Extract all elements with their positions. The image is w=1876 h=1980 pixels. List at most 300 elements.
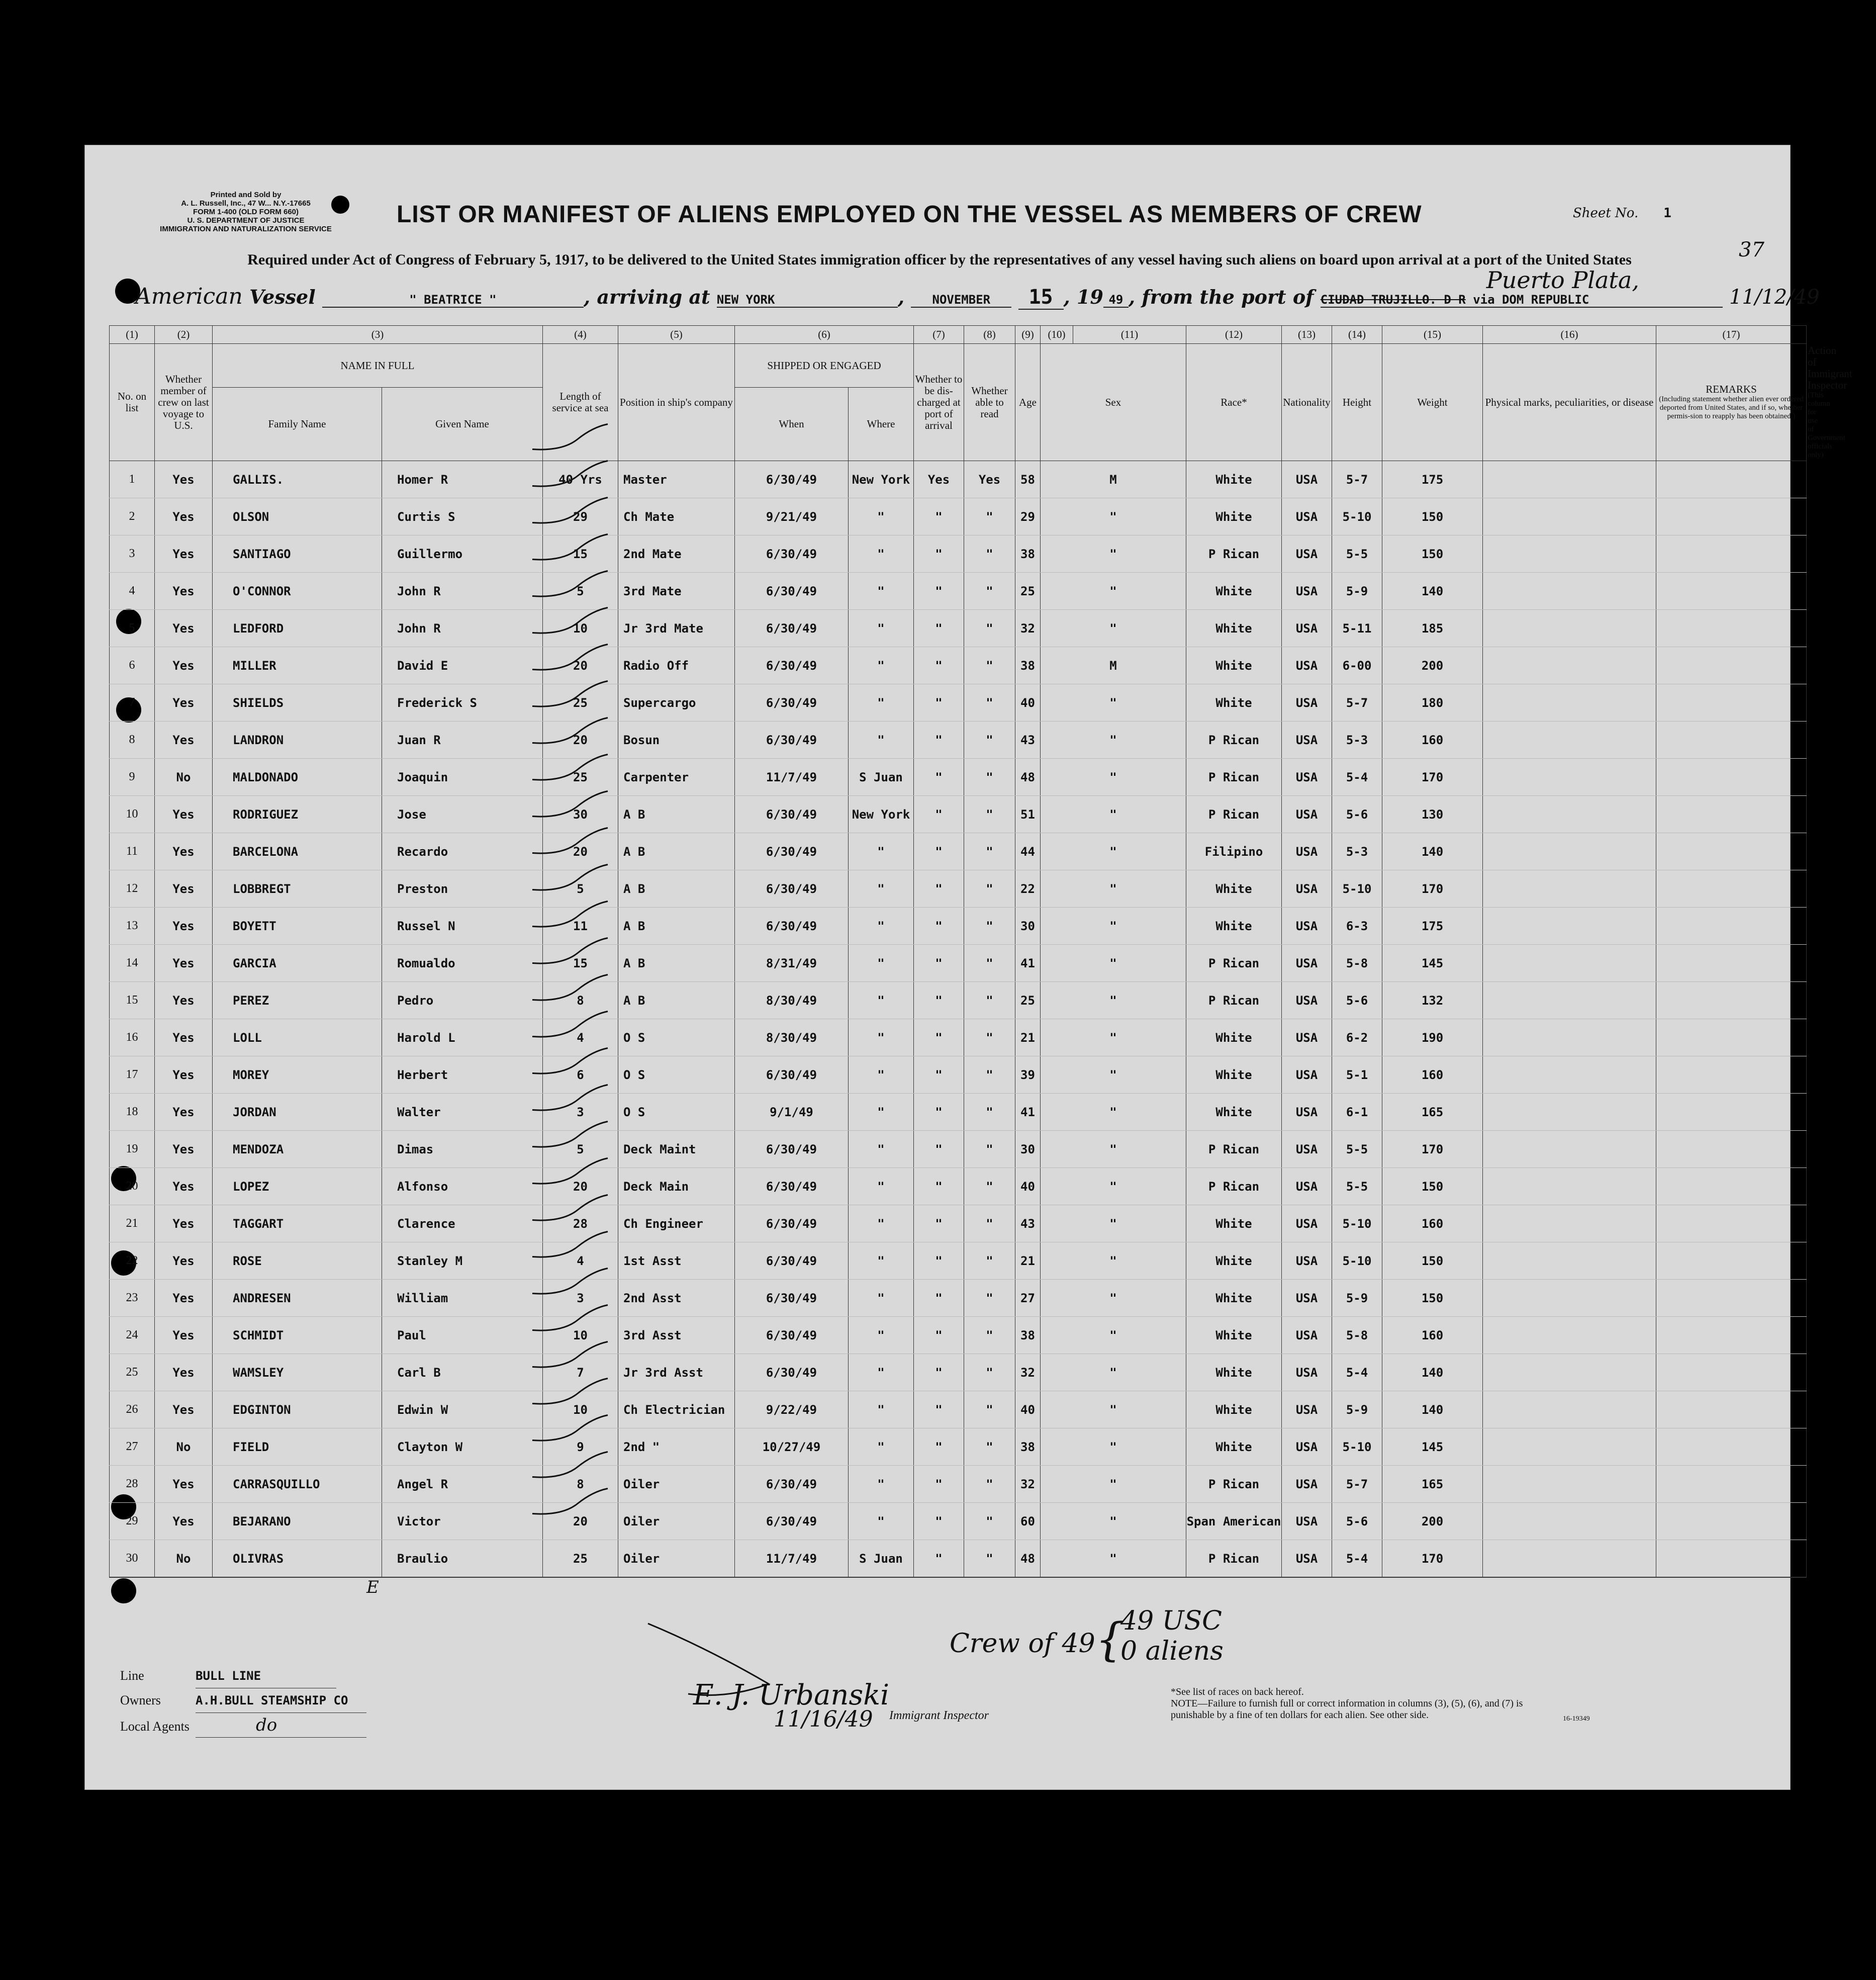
row-number: 15 bbox=[110, 982, 155, 1019]
given-name: Russel N bbox=[382, 908, 543, 945]
nationality: USA bbox=[1282, 573, 1332, 610]
weight: 145 bbox=[1382, 1428, 1483, 1466]
page-number: 37 bbox=[1739, 238, 1764, 261]
sex: " bbox=[1041, 1280, 1186, 1317]
nationality: USA bbox=[1282, 759, 1332, 796]
shipped-where: " bbox=[849, 1503, 914, 1540]
family-name: LANDRON bbox=[213, 722, 382, 759]
shipped-where: " bbox=[849, 535, 914, 573]
shipped-when: 9/1/49 bbox=[735, 1094, 849, 1131]
member-last-voyage: Yes bbox=[155, 1205, 213, 1242]
age: 41 bbox=[1015, 1094, 1041, 1131]
given-name: Frederick S bbox=[382, 684, 543, 722]
given-name: William bbox=[382, 1280, 543, 1317]
shipped-when: 6/30/49 bbox=[735, 573, 849, 610]
physical-marks bbox=[1483, 1094, 1656, 1131]
able-to-read: " bbox=[964, 535, 1015, 573]
olivras-correction: E bbox=[366, 1577, 379, 1597]
position: Oiler bbox=[618, 1466, 735, 1503]
remarks bbox=[1656, 982, 1807, 1019]
height: 5-9 bbox=[1332, 1391, 1382, 1428]
shipped-when: 6/30/49 bbox=[735, 610, 849, 647]
member-last-voyage: Yes bbox=[155, 1094, 213, 1131]
height: 6-2 bbox=[1332, 1019, 1382, 1056]
sex: " bbox=[1041, 1056, 1186, 1094]
race: White bbox=[1186, 1428, 1282, 1466]
shipped-when: 10/27/49 bbox=[735, 1428, 849, 1466]
shipped-where: " bbox=[849, 1168, 914, 1205]
member-last-voyage: Yes bbox=[155, 1391, 213, 1428]
sex: " bbox=[1041, 833, 1186, 870]
weight: 190 bbox=[1382, 1019, 1483, 1056]
discharged: " bbox=[914, 1466, 964, 1503]
table-row bbox=[110, 647, 1807, 684]
height: 5-10 bbox=[1332, 1205, 1382, 1242]
position: Oiler bbox=[618, 1503, 735, 1540]
physical-marks bbox=[1483, 722, 1656, 759]
col-num-3: (3) bbox=[213, 326, 543, 344]
arrival-port: NEW YORK bbox=[717, 293, 898, 308]
shipped-when: 11/7/49 bbox=[735, 1540, 849, 1578]
row-number: 7 bbox=[110, 684, 155, 722]
owners-label: Owners bbox=[120, 1693, 161, 1707]
remarks bbox=[1656, 796, 1807, 833]
header-family-name: Family Name bbox=[213, 388, 382, 461]
row-number: 6 bbox=[110, 647, 155, 684]
header-physical-marks: Physical marks, peculiarities, or disease bbox=[1483, 344, 1656, 461]
port-via: via DOM REPUBLIC bbox=[1473, 293, 1589, 307]
age: 51 bbox=[1015, 796, 1041, 833]
header-position: Position in ship's company bbox=[618, 344, 735, 461]
given-name: Pedro bbox=[382, 982, 543, 1019]
remarks bbox=[1656, 833, 1807, 870]
row-number: 26 bbox=[110, 1391, 155, 1428]
table-row bbox=[110, 498, 1807, 535]
member-last-voyage: Yes bbox=[155, 1354, 213, 1391]
family-name: LOBBREGT bbox=[213, 870, 382, 908]
shipped-when: 6/30/49 bbox=[735, 647, 849, 684]
length-of-service: 8 bbox=[543, 1466, 618, 1503]
shipped-when: 6/30/49 bbox=[735, 1205, 849, 1242]
table-row bbox=[110, 870, 1807, 908]
position: A B bbox=[618, 982, 735, 1019]
shipped-when: 6/30/49 bbox=[735, 870, 849, 908]
able-to-read: " bbox=[964, 1094, 1015, 1131]
sex: " bbox=[1041, 722, 1186, 759]
col-num-6: (6) bbox=[735, 326, 914, 344]
shipped-where: " bbox=[849, 1280, 914, 1317]
member-last-voyage: Yes bbox=[155, 573, 213, 610]
weight: 140 bbox=[1382, 833, 1483, 870]
shipped-when: 6/30/49 bbox=[735, 722, 849, 759]
member-last-voyage: No bbox=[155, 1428, 213, 1466]
remarks bbox=[1656, 647, 1807, 684]
nationality: USA bbox=[1282, 1503, 1332, 1540]
shipped-when: 6/30/49 bbox=[735, 1131, 849, 1168]
arrival-year: 49 bbox=[1103, 293, 1129, 308]
family-name: BEJARANO bbox=[213, 1503, 382, 1540]
nationality: USA bbox=[1282, 1242, 1332, 1280]
weight: 140 bbox=[1382, 573, 1483, 610]
length-of-service: 20 bbox=[543, 1168, 618, 1205]
nationality: USA bbox=[1282, 796, 1332, 833]
shipped-where: " bbox=[849, 945, 914, 982]
family-name: MOREY bbox=[213, 1056, 382, 1094]
weight: 150 bbox=[1382, 1168, 1483, 1205]
able-to-read: " bbox=[964, 1131, 1015, 1168]
col-num-13: (13) bbox=[1282, 326, 1332, 344]
table-row bbox=[110, 796, 1807, 833]
remarks bbox=[1656, 722, 1807, 759]
given-name: Curtis S bbox=[382, 498, 543, 535]
physical-marks bbox=[1483, 833, 1656, 870]
family-name: LOPEZ bbox=[213, 1168, 382, 1205]
row-number: 25 bbox=[110, 1354, 155, 1391]
shipped-when: 9/22/49 bbox=[735, 1391, 849, 1428]
vessel-line: American Vessel " BEATRICE " , arriving at NEW YORK , NOVEMBER 15 , 19 49 , from the port of CIUDAD TRUJILLO. D R via DOM REPUBLIC Puerto Plata, 11/12/49 bbox=[135, 266, 1820, 309]
col-num-7: (7) bbox=[914, 326, 964, 344]
physical-marks bbox=[1483, 1242, 1656, 1280]
family-name: OLIVRAS bbox=[213, 1540, 382, 1578]
sex: " bbox=[1041, 1503, 1186, 1540]
age: 25 bbox=[1015, 982, 1041, 1019]
weight: 175 bbox=[1382, 908, 1483, 945]
physical-marks bbox=[1483, 908, 1656, 945]
table-row bbox=[110, 833, 1807, 870]
length-of-service: 4 bbox=[543, 1242, 618, 1280]
shipped-when: 6/30/49 bbox=[735, 1280, 849, 1317]
weight: 130 bbox=[1382, 796, 1483, 833]
given-name: Clarence bbox=[382, 1205, 543, 1242]
note-text: NOTE—Failure to furnish full or correct information in columns (3), (5), (6), and (7) is punishable by a fine of ten dollars for each alien. See other side. bbox=[1171, 1698, 1523, 1721]
height: 5-4 bbox=[1332, 1354, 1382, 1391]
able-to-read: " bbox=[964, 1540, 1015, 1578]
sex: " bbox=[1041, 870, 1186, 908]
weight: 150 bbox=[1382, 1242, 1483, 1280]
able-to-read: " bbox=[964, 1428, 1015, 1466]
family-name: OLSON bbox=[213, 498, 382, 535]
physical-marks bbox=[1483, 1131, 1656, 1168]
member-last-voyage: Yes bbox=[155, 461, 213, 498]
row-number: 29 bbox=[110, 1503, 155, 1540]
able-to-read: " bbox=[964, 498, 1015, 535]
member-last-voyage: Yes bbox=[155, 498, 213, 535]
race: P Rican bbox=[1186, 1131, 1282, 1168]
given-name: John R bbox=[382, 573, 543, 610]
arriving-label: arriving at bbox=[597, 286, 710, 308]
given-name: Guillermo bbox=[382, 535, 543, 573]
height: 5-6 bbox=[1332, 796, 1382, 833]
form-title: LIST OR MANIFEST OF ALIENS EMPLOYED ON THE VESSEL AS MEMBERS OF CREW bbox=[397, 201, 1422, 228]
remarks bbox=[1656, 1131, 1807, 1168]
col-num-17: (17) bbox=[1656, 326, 1807, 344]
race: White bbox=[1186, 1094, 1282, 1131]
shipped-when: 6/30/49 bbox=[735, 1168, 849, 1205]
given-name: Paul bbox=[382, 1317, 543, 1354]
member-last-voyage: Yes bbox=[155, 684, 213, 722]
remarks bbox=[1656, 759, 1807, 796]
able-to-read: " bbox=[964, 1354, 1015, 1391]
shipped-where: " bbox=[849, 870, 914, 908]
sex: " bbox=[1041, 796, 1186, 833]
height: 5-6 bbox=[1332, 1503, 1382, 1540]
member-last-voyage: Yes bbox=[155, 535, 213, 573]
nationality: USA bbox=[1282, 684, 1332, 722]
given-name: Alfonso bbox=[382, 1168, 543, 1205]
age: 40 bbox=[1015, 1391, 1041, 1428]
race: White bbox=[1186, 461, 1282, 498]
member-last-voyage: Yes bbox=[155, 1280, 213, 1317]
header-race: Race* bbox=[1186, 344, 1282, 461]
weight: 140 bbox=[1382, 1354, 1483, 1391]
given-name: David E bbox=[382, 647, 543, 684]
position: Master bbox=[618, 461, 735, 498]
age: 38 bbox=[1015, 647, 1041, 684]
age: 38 bbox=[1015, 1428, 1041, 1466]
header-weight: Weight bbox=[1382, 344, 1483, 461]
physical-marks bbox=[1483, 1056, 1656, 1094]
shipped-where: " bbox=[849, 573, 914, 610]
length-of-service: 20 bbox=[543, 833, 618, 870]
given-name: Romualdo bbox=[382, 945, 543, 982]
shipped-where: S Juan bbox=[849, 1540, 914, 1578]
printer-info: Printed and Sold by A. L. Russell, Inc., 47 W... N.Y.-17665 FORM 1-400 (OLD FORM 660) U. S. DEPARTMENT OF JUSTICE IMMIGRATION AND NATURALIZATION SERVICE bbox=[160, 191, 332, 233]
age: 39 bbox=[1015, 1056, 1041, 1094]
position: A B bbox=[618, 908, 735, 945]
height: 5-8 bbox=[1332, 1317, 1382, 1354]
position: Supercargo bbox=[618, 684, 735, 722]
requirement-text: Required under Act of Congress of February 5, 1917, to be delivered to the United States immigration officer by the representatives of any vessel having such aliens on board upon arrival at a port of the United States bbox=[247, 251, 1632, 268]
row-number: 14 bbox=[110, 945, 155, 982]
nationality: USA bbox=[1282, 982, 1332, 1019]
able-to-read: " bbox=[964, 1242, 1015, 1280]
shipped-where: " bbox=[849, 1466, 914, 1503]
vessel-name: " BEATRICE " bbox=[322, 293, 584, 308]
race: P Rican bbox=[1186, 1540, 1282, 1578]
age: 32 bbox=[1015, 1354, 1041, 1391]
table-row bbox=[110, 1503, 1807, 1540]
shipped-when: 6/30/49 bbox=[735, 908, 849, 945]
age: 43 bbox=[1015, 722, 1041, 759]
age: 44 bbox=[1015, 833, 1041, 870]
discharged: " bbox=[914, 1503, 964, 1540]
member-last-voyage: Yes bbox=[155, 1019, 213, 1056]
nationality: USA bbox=[1282, 610, 1332, 647]
physical-marks bbox=[1483, 461, 1656, 498]
shipped-where: " bbox=[849, 1131, 914, 1168]
form-code: 16-19349 bbox=[1563, 1715, 1590, 1723]
weight: 160 bbox=[1382, 1205, 1483, 1242]
length-of-service: 8 bbox=[543, 982, 618, 1019]
shipped-when: 8/30/49 bbox=[735, 1019, 849, 1056]
weight: 180 bbox=[1382, 684, 1483, 722]
able-to-read: " bbox=[964, 647, 1015, 684]
physical-marks bbox=[1483, 1503, 1656, 1540]
age: 40 bbox=[1015, 684, 1041, 722]
height: 5-7 bbox=[1332, 1466, 1382, 1503]
remarks bbox=[1656, 498, 1807, 535]
row-number: 9 bbox=[110, 759, 155, 796]
row-number: 3 bbox=[110, 535, 155, 573]
physical-marks bbox=[1483, 759, 1656, 796]
given-name: Walter bbox=[382, 1094, 543, 1131]
header-name-in-full: NAME IN FULL bbox=[213, 344, 543, 388]
row-number: 4 bbox=[110, 573, 155, 610]
discharged: " bbox=[914, 945, 964, 982]
physical-marks bbox=[1483, 1317, 1656, 1354]
height: 5-10 bbox=[1332, 870, 1382, 908]
remarks-sub: (Including statement whether alien ever ordered deported from United States, and if so, whether permis-sion to reapply has been obtained.) bbox=[1659, 395, 1804, 420]
given-name: Harold L bbox=[382, 1019, 543, 1056]
sex: " bbox=[1041, 1019, 1186, 1056]
table-row bbox=[110, 535, 1807, 573]
table-row bbox=[110, 1391, 1807, 1428]
line-value: BULL LINE bbox=[196, 1664, 336, 1688]
remarks bbox=[1656, 1503, 1807, 1540]
family-name: O'CONNOR bbox=[213, 573, 382, 610]
position: A B bbox=[618, 945, 735, 982]
shipped-when: 6/30/49 bbox=[735, 1056, 849, 1094]
discharged: " bbox=[914, 1391, 964, 1428]
position: Deck Main bbox=[618, 1168, 735, 1205]
member-last-voyage: Yes bbox=[155, 647, 213, 684]
able-to-read: " bbox=[964, 945, 1015, 982]
race: White bbox=[1186, 647, 1282, 684]
remarks bbox=[1656, 870, 1807, 908]
family-name: WAMSLEY bbox=[213, 1354, 382, 1391]
header-height: Height bbox=[1332, 344, 1382, 461]
header-no-on-list: No. on list bbox=[110, 344, 155, 461]
table-row bbox=[110, 1540, 1807, 1578]
shipped-when: 6/30/49 bbox=[735, 535, 849, 573]
member-last-voyage: Yes bbox=[155, 610, 213, 647]
weight: 170 bbox=[1382, 870, 1483, 908]
family-name: LOLL bbox=[213, 1019, 382, 1056]
race: White bbox=[1186, 1317, 1282, 1354]
physical-marks bbox=[1483, 982, 1656, 1019]
race: P Rican bbox=[1186, 535, 1282, 573]
race: White bbox=[1186, 1019, 1282, 1056]
age: 41 bbox=[1015, 945, 1041, 982]
race: P Rican bbox=[1186, 982, 1282, 1019]
able-to-read: " bbox=[964, 982, 1015, 1019]
col-num-12: (12) bbox=[1186, 326, 1282, 344]
length-of-service: 10 bbox=[543, 1391, 618, 1428]
weight: 160 bbox=[1382, 722, 1483, 759]
physical-marks bbox=[1483, 573, 1656, 610]
discharged: " bbox=[914, 1131, 964, 1168]
family-name: GARCIA bbox=[213, 945, 382, 982]
nationality: USA bbox=[1282, 1540, 1332, 1578]
given-name: Angel R bbox=[382, 1466, 543, 1503]
family-name: TAGGART bbox=[213, 1205, 382, 1242]
row-number: 17 bbox=[110, 1056, 155, 1094]
family-name: JORDAN bbox=[213, 1094, 382, 1131]
shipped-when: 11/7/49 bbox=[735, 759, 849, 796]
nationality: USA bbox=[1282, 722, 1332, 759]
nationality: USA bbox=[1282, 1056, 1332, 1094]
discharged: " bbox=[914, 908, 964, 945]
weight: 160 bbox=[1382, 1056, 1483, 1094]
nationality: USA bbox=[1282, 908, 1332, 945]
header-where: Where bbox=[849, 388, 914, 461]
sex: " bbox=[1041, 610, 1186, 647]
row-number: 2 bbox=[110, 498, 155, 535]
height: 5-10 bbox=[1332, 1242, 1382, 1280]
shipped-where: " bbox=[849, 1205, 914, 1242]
length-of-service: 5 bbox=[543, 1131, 618, 1168]
weight: 200 bbox=[1382, 1503, 1483, 1540]
weight: 160 bbox=[1382, 1317, 1483, 1354]
length-of-service: 10 bbox=[543, 1317, 618, 1354]
position: 1st Asst bbox=[618, 1242, 735, 1280]
departure-port bbox=[1320, 266, 1723, 308]
shipped-where: S Juan bbox=[849, 759, 914, 796]
family-name: ROSE bbox=[213, 1242, 382, 1280]
sex: " bbox=[1041, 1540, 1186, 1578]
able-to-read: " bbox=[964, 796, 1015, 833]
header-age: Age bbox=[1015, 344, 1041, 461]
table-row bbox=[110, 1428, 1807, 1466]
member-last-voyage: Yes bbox=[155, 1317, 213, 1354]
weight: 165 bbox=[1382, 1466, 1483, 1503]
length-of-service: 28 bbox=[543, 1205, 618, 1242]
discharged: " bbox=[914, 1540, 964, 1578]
remarks bbox=[1656, 1094, 1807, 1131]
height: 5-5 bbox=[1332, 535, 1382, 573]
weight: 185 bbox=[1382, 610, 1483, 647]
remarks-title: REMARKS bbox=[1706, 383, 1757, 395]
discharged: " bbox=[914, 1428, 964, 1466]
arrival-month: NOVEMBER bbox=[911, 293, 1011, 308]
arrival-day: 15 bbox=[1018, 286, 1064, 310]
member-last-voyage: Yes bbox=[155, 1242, 213, 1280]
discharged: " bbox=[914, 573, 964, 610]
age: 32 bbox=[1015, 1466, 1041, 1503]
age: 40 bbox=[1015, 1168, 1041, 1205]
weight: 170 bbox=[1382, 1131, 1483, 1168]
table-row bbox=[110, 1317, 1807, 1354]
discharged: " bbox=[914, 1317, 964, 1354]
header-whether-member: Whether member of crew on last voyage to U.S. bbox=[155, 344, 213, 461]
able-to-read: " bbox=[964, 833, 1015, 870]
position: Ch Electrician bbox=[618, 1391, 735, 1428]
length-of-service: 20 bbox=[543, 647, 618, 684]
shipped-where: New York bbox=[849, 796, 914, 833]
physical-marks bbox=[1483, 1391, 1656, 1428]
nationality: USA bbox=[1282, 1280, 1332, 1317]
sex: " bbox=[1041, 498, 1186, 535]
sex: " bbox=[1041, 1168, 1186, 1205]
given-name: Victor bbox=[382, 1503, 543, 1540]
table-row bbox=[110, 573, 1807, 610]
position: 2nd Asst bbox=[618, 1280, 735, 1317]
nationality: USA bbox=[1282, 461, 1332, 498]
height: 6-3 bbox=[1332, 908, 1382, 945]
length-of-service: 25 bbox=[543, 1540, 618, 1578]
member-last-voyage: Yes bbox=[155, 982, 213, 1019]
position: Bosun bbox=[618, 722, 735, 759]
remarks bbox=[1656, 1354, 1807, 1391]
sex: " bbox=[1041, 759, 1186, 796]
table-row bbox=[110, 684, 1807, 722]
inspector-signature: E. J. Urbanski bbox=[693, 1679, 890, 1712]
race: White bbox=[1186, 573, 1282, 610]
table-row bbox=[110, 1056, 1807, 1094]
remarks bbox=[1656, 1205, 1807, 1242]
nationality: USA bbox=[1282, 498, 1332, 535]
length-of-service: 40 Yrs bbox=[543, 461, 618, 498]
